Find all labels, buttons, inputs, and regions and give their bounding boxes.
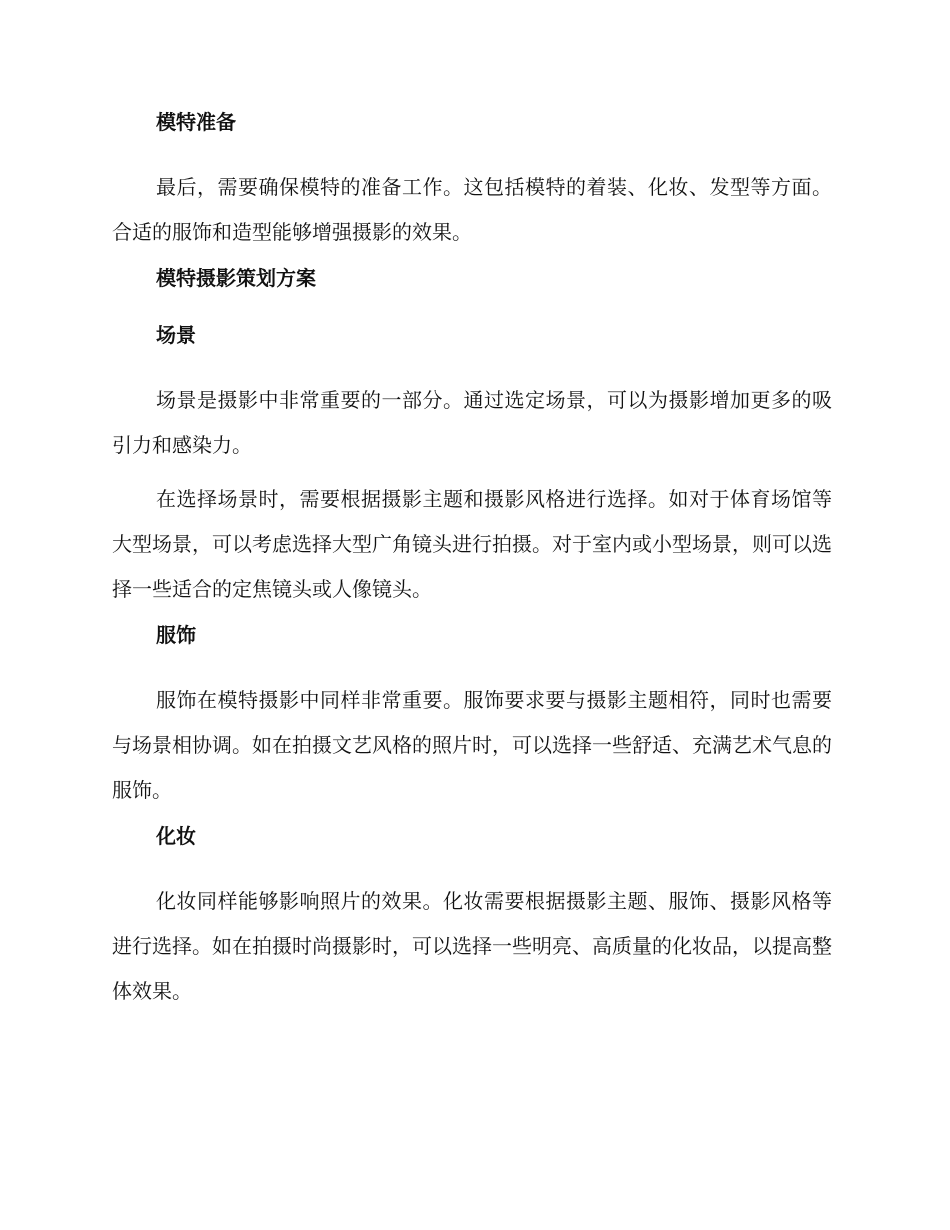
section-heading-plan: 模特摄影策划方案: [156, 266, 316, 290]
paragraph-model-prep: 最后，需要确保模特的准备工作。这包括模特的着装、化妆、发型等方面。合适的服饰和造型能够增强摄影的效果。: [112, 175, 832, 244]
section-heading-scene: 场景: [156, 323, 196, 347]
paragraph-makeup: 化妆同样能够影响照片的效果。化妆需要根据摄影主题、服饰、摄影风格等进行选择。如在拍摄时尚摄影时，可以选择一些明亮、高质量的化妆品，以提高整体效果。: [112, 889, 832, 1003]
document-page: [112, 108, 832, 1023]
section-heading-model-prep: 模特准备: [156, 110, 236, 134]
paragraph-scene-choice: 在选择场景时，需要根据摄影主题和摄影风格进行选择。如对于体育场馆等大型场景，可以考虑选择大型广角镜头进行拍摄。对于室内或小型场景，则可以选择一些适合的定焦镜头或人像镜头。: [112, 487, 832, 601]
section-heading-clothing: 服饰: [156, 623, 196, 647]
paragraph-clothing: 服饰在模特摄影中同样非常重要。服饰要求要与摄影主题相符，同时也需要与场景相协调。如在拍摄文艺风格的照片时，可以选择一些舒适、充满艺术气息的服饰。: [112, 688, 832, 802]
paragraph-scene-intro: 场景是摄影中非常重要的一部分。通过选定场景，可以为摄影增加更多的吸引力和感染力。: [112, 388, 832, 457]
section-heading-makeup: 化妆: [156, 824, 196, 848]
